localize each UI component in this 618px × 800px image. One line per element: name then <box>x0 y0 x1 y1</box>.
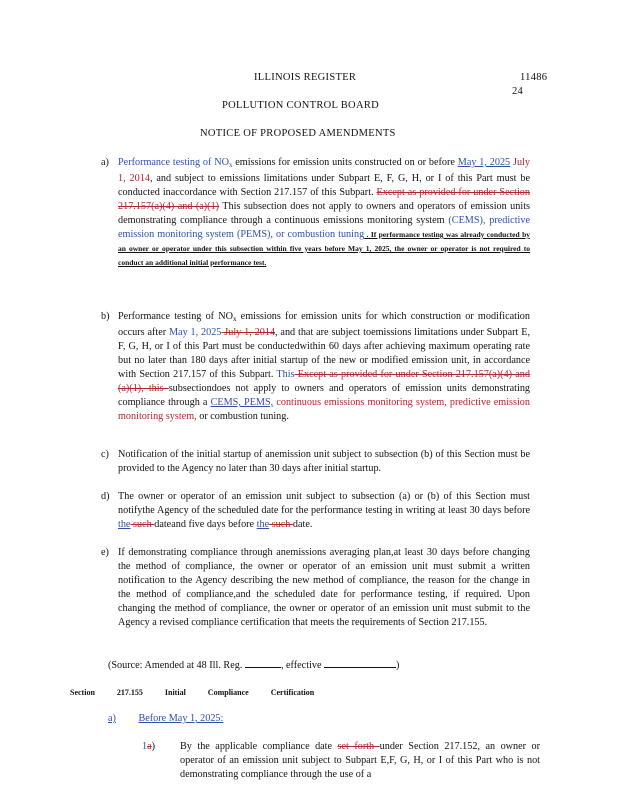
section-number: 217.155 <box>116 688 143 697</box>
inserted-text: the <box>118 519 131 530</box>
page-sub-number: 24 <box>512 86 524 97</box>
inserted-text: Performance testing of NO <box>118 157 229 168</box>
text-run: , and subject to emissions limitations under Subpart E, F, G, H, or I of this Part must be conducted inaccordance with Section 217.157 of this Subpart. <box>118 173 531 198</box>
paragraph-e <box>101 546 530 630</box>
paragraph-c <box>101 448 530 476</box>
source-close: ) <box>396 660 400 671</box>
inserted-text: This <box>276 369 295 380</box>
replaced-text: continuous emissions monitoring system, predictive emission monitoring system, <box>118 397 530 422</box>
inserted-date: May 1, 2025 <box>457 157 511 168</box>
subscript: x <box>232 315 237 323</box>
label-paren: ) <box>151 741 156 752</box>
text-run: emissions for emission units for which construction or modification occurs after <box>118 311 530 338</box>
item-1a <box>142 740 540 782</box>
deleted-text: such <box>130 519 155 530</box>
item-label: a) <box>108 713 116 724</box>
item-label <box>142 740 155 754</box>
register-blank <box>245 658 281 668</box>
register-title: ILLINOIS REGISTER <box>254 72 357 83</box>
inserted-text: the <box>256 519 270 530</box>
paragraph-d <box>101 490 530 532</box>
section-title-2: Compliance <box>207 688 249 697</box>
text-run: Notification of the initial startup of anemission unit subject to subsection (b) of this Section must be provided to the Agency no later than 30 days after initial startup. <box>118 449 530 474</box>
source-text: (Source: Amended at 48 Ill. Reg. <box>108 660 245 671</box>
inserted-text-bold: . If performance testing was already conducted by an owner or operator under this subsection within five years before May 1, 2025, the owner or operator is not required to conduct an additional initial performance test. <box>118 230 530 267</box>
inserted-date: May 1, 2025 <box>168 327 222 338</box>
item-text: Before May 1, 2025: <box>138 713 224 724</box>
section-heading <box>70 688 334 697</box>
paragraph-label: b) <box>101 311 110 322</box>
section-title-1: Initial <box>164 688 186 697</box>
replaced-date: July 1, 2014 <box>118 157 530 184</box>
text-run: The owner or operator of an emission unit subject to subsection (a) or (b) of this Section must notifythe Agency of the scheduled date for the performance testing in writing at least 30 days before <box>118 491 530 516</box>
inserted-text: CEMS, PEMS, <box>210 397 274 408</box>
effective-blank <box>324 658 396 668</box>
paragraph-a <box>101 156 531 270</box>
text-run: Performance testing of NO <box>118 311 233 322</box>
board-title: POLLUTION CONTROL BOARD <box>222 100 380 111</box>
paragraph-label: a) <box>101 157 109 168</box>
page-number: 11486 <box>520 72 548 83</box>
text-run: , and that are subject toemissions limitations under Subpart E, F, G, H, or I of this Part must be conductedwithin 60 days after achieving maximum operating rate but no later than 180 days after initial startup of the new or modified emission unit, in accordance with Section 217.157 of this Subpart. <box>118 327 530 380</box>
label-deleted: a <box>147 741 152 752</box>
text-run: dateand five days before <box>154 519 257 530</box>
paragraph-label: e) <box>101 547 109 558</box>
deleted-text: such <box>269 519 293 530</box>
deleted-date: July 1, 2014 <box>221 327 276 338</box>
notice-title: NOTICE OF PROPOSED AMENDMENTS <box>200 128 396 139</box>
deleted-text: set forth <box>337 741 380 752</box>
text-run: If demonstrating compliance through anemissions averaging plan,at least 30 days before changing the method of compliance, the owner or operator of an emission unit must submit a written notification to the Agency describing the new method of compliance, the reason for the change in the method of compliance,and the scheduled date for performance testing, if required. Upon changing the method of compliance, the owner or operator of an emission unit must submit to the Agency a revised compliance certification that meets the requirements of Section 217.155. <box>118 547 530 628</box>
item-a <box>108 712 408 726</box>
text-run: emissions for emission units constructed on or before <box>232 157 455 168</box>
label-inserted: 1 <box>142 741 148 752</box>
section-title-3: Certification <box>270 688 315 697</box>
paragraph-label: c) <box>101 449 109 460</box>
deleted-text: Except as provided for under Section 217.157(a)(4) and (a)(1), this <box>118 369 530 394</box>
inserted-text: (CEMS), predictive emission monitoring system (PEMS), or combustion tuning <box>118 215 530 240</box>
paragraph-b <box>101 310 531 424</box>
text-run: subsectiondoes not apply to owners and operators of emission units demonstrating compliance through a <box>118 383 531 408</box>
source-effective: , effective <box>280 660 325 671</box>
text-run: date. <box>292 519 313 530</box>
source-note <box>108 658 528 673</box>
text-run: or combustion tuning. <box>196 411 289 422</box>
paragraph-label: d) <box>101 491 110 502</box>
subscript: x <box>228 161 233 169</box>
section-word: Section <box>70 688 95 697</box>
text-run: By the applicable compliance date <box>180 741 338 752</box>
deleted-text: Except as provided for under Section 217.157(a)(4) and (a)(1) <box>118 187 530 212</box>
text-run: under Section 217.152, an owner or operator of an emission unit subject to Subpart E,F, G, H, or I of this Part who is not demonstrating compliance through the use of a <box>180 741 540 780</box>
text-run: This subsection does not apply to owners and operators of emission units demonstrating compliance through a continuous emissions monitoring system <box>118 201 530 226</box>
